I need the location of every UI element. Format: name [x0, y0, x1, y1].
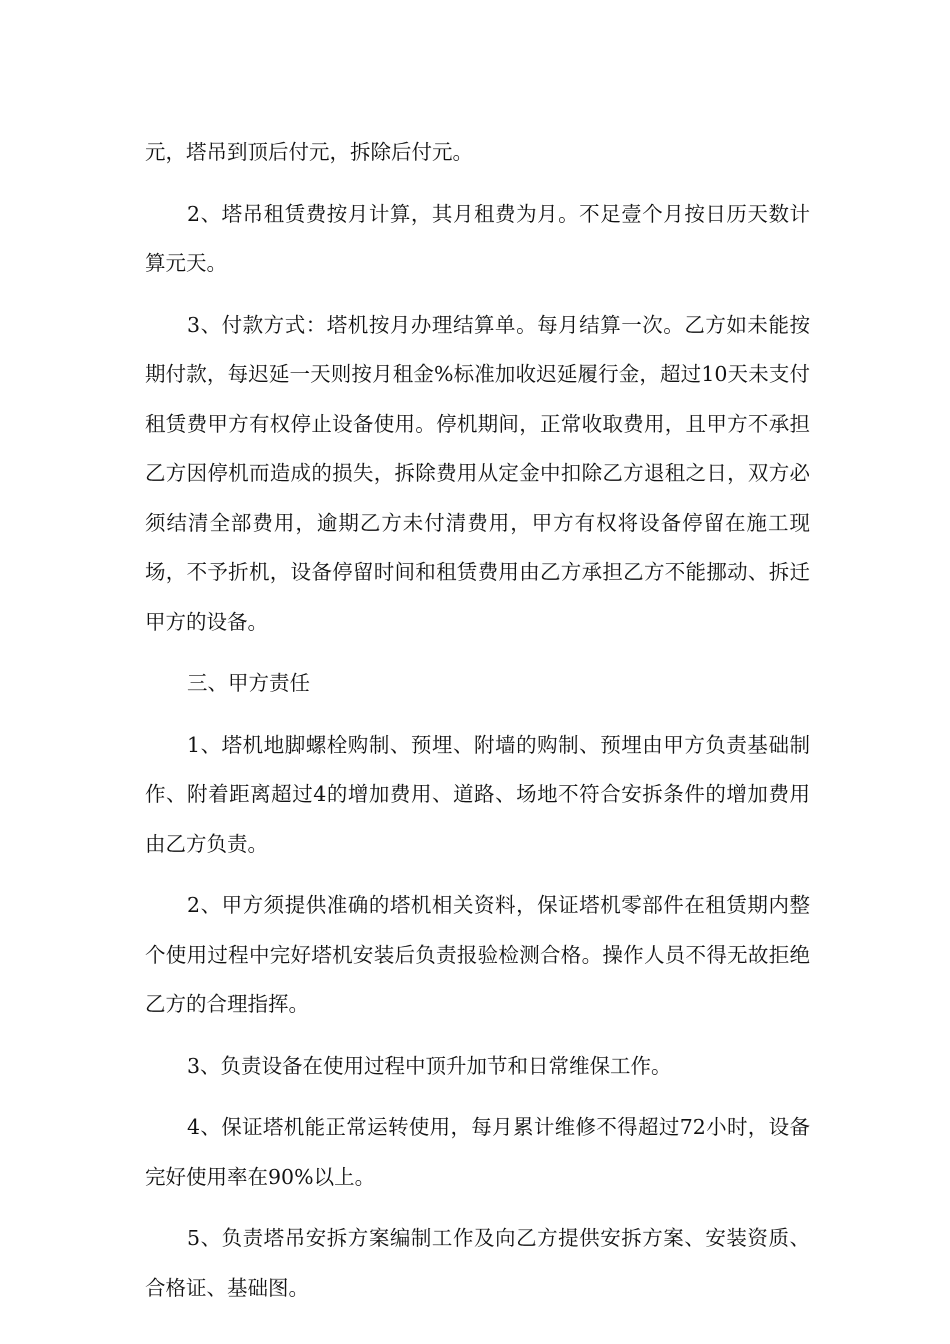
document-body	[145, 128, 810, 1325]
paragraph-maintenance: 3、负责设备在使用过程中顶升加节和日常维保工作。	[187, 1053, 672, 1078]
paragraph-operation-guarantee: 4、保证塔机能正常运转使用，每月累计维修不得超过72小时，设备完好使用率在90%以上。	[145, 1115, 810, 1189]
paragraph-payment-schedule-end: 元，塔吊到顶后付元，拆除后付元。	[145, 140, 473, 164]
section-heading-party-a-responsibility: 三、甲方责任	[187, 671, 310, 695]
paragraph-anchor-bolts: 1、塔机地脚螺栓购制、预埋、附墙的购制、预埋由甲方负责基础制作、附着距离超过4的增加费用、道路、场地不符合安拆条件的增加费用由乙方负责。	[145, 732, 810, 856]
paragraph-rental-fee: 2、塔吊租赁费按月计算，其月租费为月。不足壹个月按日历天数计算元天。	[145, 201, 810, 275]
paragraph-dismantling-plan: 5、负责塔吊安拆方案编制工作及向乙方提供安拆方案、安装资质、合格证、基础图。	[145, 1226, 810, 1300]
paragraph-payment-method: 3、付款方式：塔机按月办理结算单。每月结算一次。乙方如未能按期付款，每迟延一天则按月租金%标准加收迟延履行金，超过10天未支付租赁费甲方有权停止设备使用。停机期间，正常收取费用，且甲方不承担乙方因停机而造成的损失，拆除费用从定金中扣除乙方退租之日，双方必须结清全部费用，逾期乙方未付清费用，甲方有权将设备停留在施工现场，不予折机，设备停留时间和租赁费用由乙方承担乙方不能挪动、拆迁甲方的设备。	[145, 312, 810, 634]
paragraph-provide-documents: 2、甲方须提供准确的塔机相关资料，保证塔机零部件在租赁期内整个使用过程中完好塔机安装后负责报验检测合格。操作人员不得无故拒绝乙方的合理指挥。	[145, 893, 810, 1016]
